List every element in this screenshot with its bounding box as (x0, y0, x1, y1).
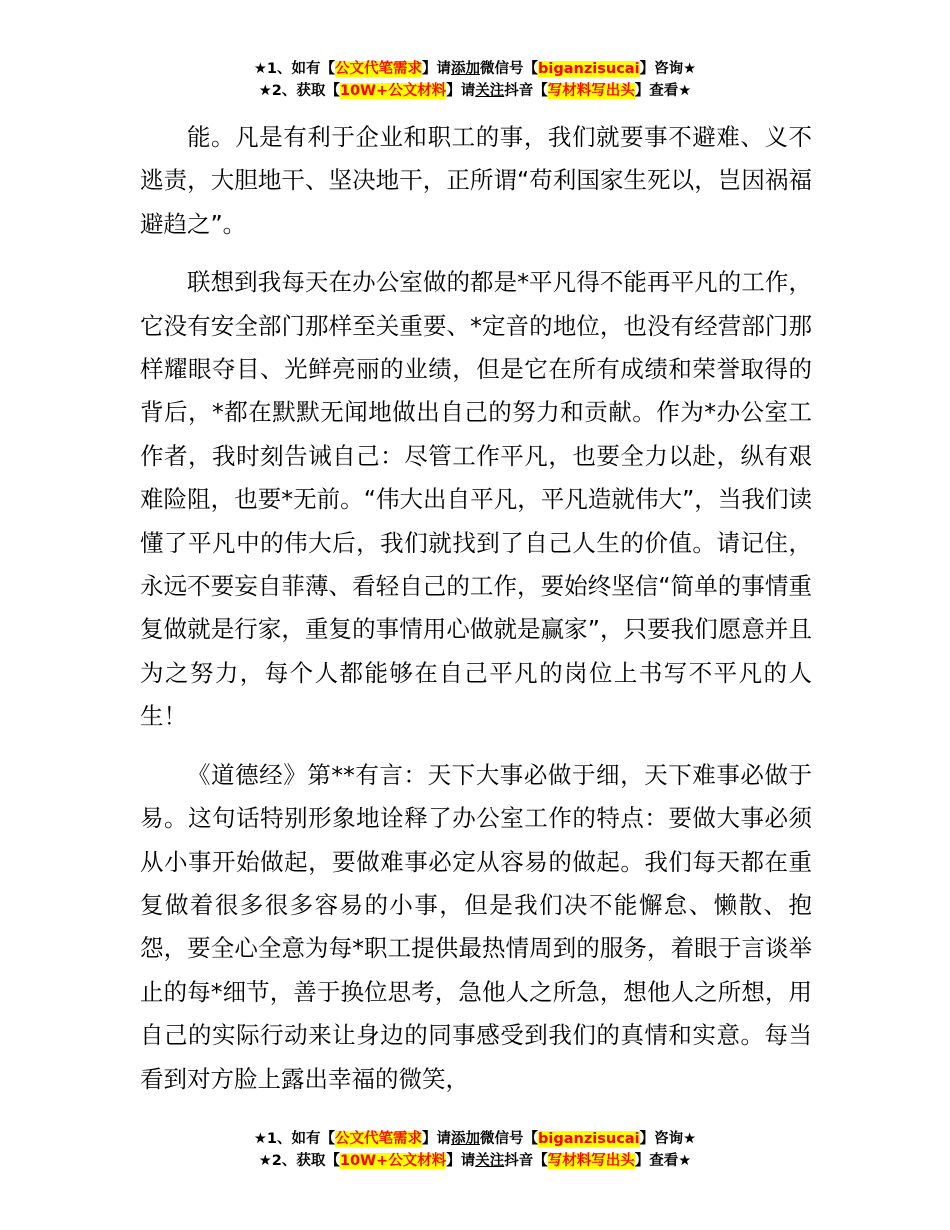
banner-highlight: biganzisucai (538, 61, 640, 77)
banner-line-2 (0, 80, 950, 102)
banner-text: ★2、获取【 (258, 1153, 340, 1169)
banner-highlight: 公文代笔需求 (335, 61, 423, 77)
banner-highlight: 写材料写出头 (547, 1153, 635, 1169)
banner-highlight: 写材料写出头 (547, 83, 635, 99)
banner-line-1 (0, 58, 950, 80)
banner-text: ★1、如有【 (253, 1131, 336, 1147)
banner-highlight: biganzisucai (538, 1131, 640, 1147)
banner-text: 】查看★ (634, 1153, 692, 1169)
banner-text: 】咨询★ (639, 1131, 697, 1147)
banner-underline: 添加 (451, 1131, 481, 1147)
header-banner (0, 58, 950, 102)
banner-underline: 关注 (475, 1153, 505, 1169)
banner-underline: 添加 (451, 61, 481, 77)
banner-text: 微信号【 (480, 61, 539, 77)
banner-highlight: 10W+公文材料 (339, 1153, 447, 1169)
footer-banner (0, 1128, 950, 1172)
banner-text: 】请 (446, 1153, 476, 1169)
banner-text: 抖音【 (504, 1153, 548, 1169)
paragraph-1: 能。凡是有利于企业和职工的事，我们就要事不避难、义不逃责，大胆地干、坚决地干，正所谓“苟利国家生死以，岂因祸福避趋之”。 (140, 123, 812, 238)
banner-text: ★2、获取【 (258, 83, 340, 99)
banner-highlight: 公文代笔需求 (335, 1131, 423, 1147)
banner-text: 】查看★ (634, 83, 692, 99)
document-body (140, 116, 812, 1116)
banner-text: 】请 (422, 61, 452, 77)
banner-highlight: 10W+公文材料 (339, 83, 447, 99)
banner-line-2 (0, 1150, 950, 1172)
banner-underline: 关注 (475, 83, 505, 99)
banner-text: 】咨询★ (639, 61, 697, 77)
banner-line-1 (0, 1128, 950, 1150)
banner-text: ★1、如有【 (253, 61, 336, 77)
banner-text: 】请 (422, 1131, 452, 1147)
banner-text: 微信号【 (480, 1131, 539, 1147)
banner-text: 】请 (446, 83, 476, 99)
paragraph-2: 联想到我每天在办公室做的都是*平凡得不能再平凡的工作，它没有安全部门那样至关重要、*定音的地位，也没有经营部门那样耀眼夺目、光鲜亮丽的业绩，但是它在所有成绩和荣誉取得的背后，*都在默默无闻地做出自己的努力和贡献。作为*办公室工作者，我时刻告诫自己：尽管工作平凡，也要全力以赴，纵有艰难险阻，也要*无前。“伟大出自平凡，平凡造就伟大”，当我们读懂了平凡中的伟大后，我们就找到了自己人生的价值。请记住，永远不要妄自菲薄、看轻自己的工作，要始终坚信“简单的事情重复做就是行家，重复的事情用心做就是赢家”，只要我们愿意并且为之努力，每个人都能够在自己平凡的岗位上书写不平凡的人生！ (140, 268, 812, 731)
paragraph-3: 《道德经》第**有言：天下大事必做于细，天下难事必做于易。这句话特别形象地诠释了办公室工作的特点：要做大事必须从小事开始做起，要做难事必定从容易的做起。我们每天都在重复做着很多很多容易的小事，但是我们决不能懈怠、懒散、抱怨，要全心全意为每*职工提供最热情周到的服务，着眼于言谈举止的每*细节，善于换位思考，急他人之所急，想他人之所想，用自己的实际行动来让身边的同事感受到我们的真情和实意。每当看到对方脸上露出幸福的微笑， (140, 760, 812, 1093)
banner-text: 抖音【 (504, 83, 548, 99)
